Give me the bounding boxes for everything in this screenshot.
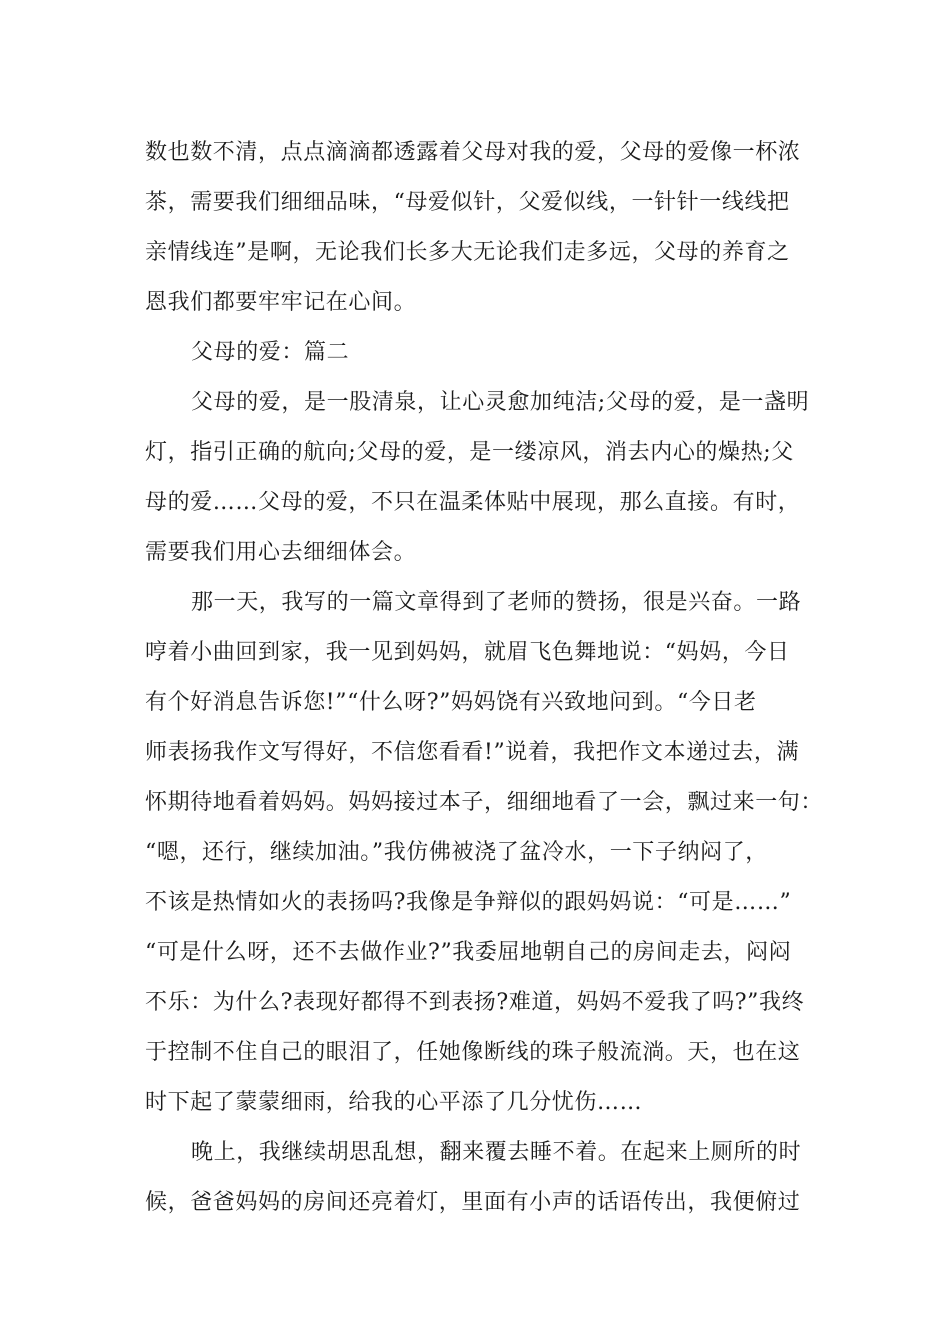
text-line: 父母的爱，是一股清泉，让心灵愈加纯洁;父母的爱，是一盏明 <box>191 390 810 415</box>
section-heading: 父母的爱：篇二 <box>191 340 350 365</box>
text-line: “可是什么呀，还不去做作业?”我委屈地朝自己的房间走去，闷闷 <box>145 940 792 965</box>
text-line: 恩我们都要牢牢记在心间。 <box>145 290 417 315</box>
text-line: 晚上，我继续胡思乱想，翻来覆去睡不着。在起来上厕所的时 <box>191 1140 802 1165</box>
text-line: 于控制不住自己的眼泪了，任她像断线的珠子般流淌。天，也在这 <box>145 1040 801 1065</box>
text-line: 哼着小曲回到家，我一见到妈妈，就眉飞色舞地说：“妈妈，今日 <box>145 640 790 665</box>
text-line: 亲情线连”是啊，无论我们长多大无论我们走多远，父母的养育之 <box>145 240 790 265</box>
text-line: “嗯，还行，继续加油。”我仿佛被浇了盆冷水，一下子纳闷了， <box>145 840 768 865</box>
text-line: 怀期待地看着妈妈。妈妈接过本子，细细地看了一会，飘过来一句： <box>145 790 824 815</box>
text-line: 需要我们用心去细细体会。 <box>145 540 417 565</box>
text-line: 母的爱……父母的爱，不只在温柔体贴中展现，那么直接。有时， <box>145 490 801 515</box>
text-line: 师表扬我作文写得好，不信您看看!”说着，我把作文本递过去，满 <box>145 740 800 765</box>
text-line: 数也数不清，点点滴滴都透露着父母对我的爱，父母的爱像一杯浓 <box>145 140 801 165</box>
text-line: 灯，指引正确的航向;父母的爱，是一缕凉风，消去内心的燥热;父 <box>145 440 794 465</box>
text-line: 时下起了蒙蒙细雨，给我的心平添了几分忧伤…… <box>145 1090 643 1115</box>
text-line: 候，爸爸妈妈的房间还亮着灯，里面有小声的话语传出，我便俯过 <box>145 1190 801 1215</box>
text-line: 不该是热情如火的表扬吗?我像是争辩似的跟妈妈说：“可是……” <box>145 890 792 915</box>
text-line: 那一天，我写的一篇文章得到了老师的赞扬，很是兴奋。一路 <box>191 590 802 615</box>
text-line: 茶，需要我们细细品味，“母爱似针，父爱似线，一针针一线线把 <box>145 190 790 215</box>
text-line: 有个好消息告诉您!”“什么呀?”妈妈饶有兴致地问到。“今日老 <box>145 690 757 715</box>
text-line: 不乐：为什么?表现好都得不到表扬?难道，妈妈不爱我了吗?”我终 <box>145 990 805 1015</box>
